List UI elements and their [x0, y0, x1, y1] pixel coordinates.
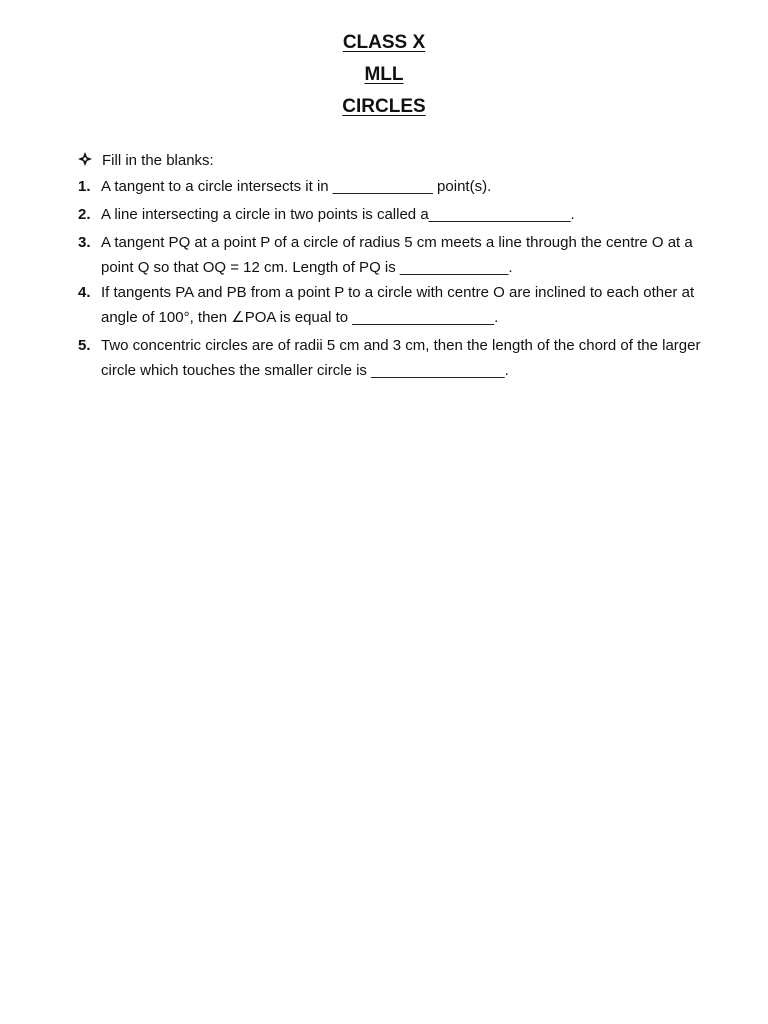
- question-item: [78, 174, 718, 199]
- instruction-text: Fill in the blanks:: [102, 151, 214, 169]
- question-item: [78, 202, 718, 227]
- question-item: [78, 280, 718, 330]
- questions-section: [78, 150, 718, 383]
- question-number: 1.: [78, 178, 91, 195]
- question-number: 3.: [78, 234, 91, 251]
- question-list: [78, 174, 718, 383]
- question-item: [78, 230, 718, 280]
- question-text: If tangents PA and PB from a point P to a circle with centre O are inclined to each other at angle of 100°, then ∠POA is equal to _________________.: [101, 284, 695, 326]
- instruction-row: [78, 150, 718, 170]
- question-text: A tangent to a circle intersects it in ____________ point(s).: [101, 178, 492, 195]
- question-item: [78, 333, 718, 383]
- question-number: 2.: [78, 206, 91, 223]
- class-title: CLASS X: [342, 32, 426, 53]
- question-text: Two concentric circles are of radii 5 cm and 3 cm, then the length of the chord of the larger circle which touches the smaller circle is ________________.: [101, 337, 701, 379]
- question-text: A line intersecting a circle in two points is called a_________________.: [101, 206, 575, 223]
- question-number: 4.: [78, 284, 91, 301]
- level-title: MLL: [364, 64, 404, 85]
- diamond-bullet-icon: [78, 152, 92, 166]
- topic-title: CIRCLES: [342, 96, 426, 117]
- question-number: 5.: [78, 337, 91, 354]
- title-block: [0, 27, 768, 123]
- question-text: A tangent PQ at a point P of a circle of radius 5 cm meets a line through the centre O at a point Q so that OQ = 12 cm. Length of PQ is _____________.: [101, 234, 693, 276]
